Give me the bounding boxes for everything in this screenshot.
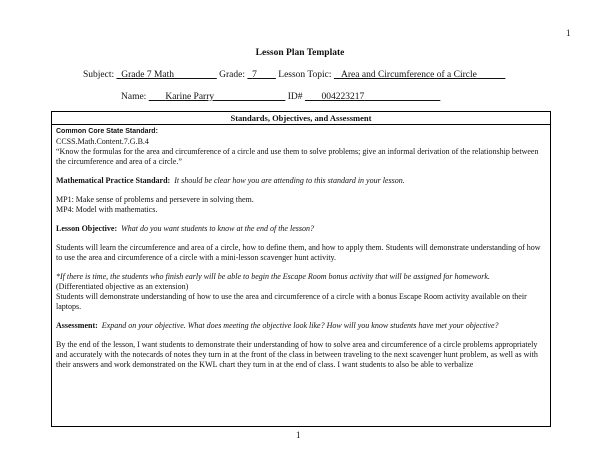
table-content <box>52 125 550 372</box>
table-header: Standards, Objectives, and Assessment <box>52 112 550 125</box>
name-label: Name: <box>121 92 147 102</box>
ccss-code: CCSS.Math.Content.7.G.B.4 <box>56 137 149 146</box>
subject-label: Subject: <box>83 70 115 80</box>
mps-hint: It should be clear how you are attending to this standard in your lesson. <box>174 176 405 185</box>
grade-value: 7 <box>252 70 257 80</box>
teacher-info-line <box>121 92 440 102</box>
topic-value: Area and Circumference of a Circle <box>341 70 477 80</box>
ccss-quote: “Know the formulas for the area and circumference of a circle and use them to solve problems; give an informal derivation of the relationship between the circumference and area of a circle.” <box>56 147 539 166</box>
objective-heading <box>56 224 546 234</box>
subject-value: Grade 7 Math <box>121 70 175 80</box>
assessment-label: Assessment: <box>56 321 98 330</box>
id-label: ID# <box>287 92 303 102</box>
id-value: 004223217 <box>321 92 365 102</box>
extension-note: *If there is time, the students who finish early will be able to begin the Escape Room bonus activity that will be assigned for homework. <box>56 272 490 281</box>
assessment-text: By the end of the lesson, I want students to demonstrate their understanding of how to solve area and circumference of a circle problems appropriately and accurately with the notecards of notes they turn in at the front of the class in between traveling to the next scavenger hunt problem, as well as with their answers and work demonstrated on the KWL chart they turn in at the end of class. I want students to also be able to verbalize <box>56 340 538 369</box>
objective-text: Students will learn the circumference and area of a circle, how to define them, and how to apply them. Students will demonstrate understanding of how to use the area and circumference of a circle with a mini-lesson scavenger hunt activity. <box>56 243 541 262</box>
assessment-heading <box>56 321 546 331</box>
assessment-hint: Expand on your objective. What does meeting the objective look like? How will you know students have met your objective? <box>101 321 499 330</box>
mp4-text: MP4: Model with mathematics. <box>56 205 158 214</box>
page-number-top: 1 <box>566 28 571 38</box>
lesson-info-line <box>83 70 505 80</box>
mps-heading <box>56 176 546 186</box>
objective-hint: What do you want students to know at the end of the lesson? <box>121 224 314 233</box>
mps-label: Mathematical Practice Standard: <box>56 176 171 185</box>
differentiated-label: (Differentiated objective as an extension) <box>56 282 189 291</box>
topic-label: Lesson Topic: <box>278 70 332 80</box>
grade-label: Grade: <box>219 70 246 80</box>
objective-label: Lesson Objective: <box>56 224 118 233</box>
document-title: Lesson Plan Template <box>255 48 345 58</box>
name-value: Karine Parry <box>165 92 215 102</box>
differentiated-text: Students will demonstrate understanding of how to use the area and circumference of a circle with a bonus Escape Room activity available on their laptops. <box>56 292 527 311</box>
page-number-bottom: 1 <box>296 430 301 440</box>
standards-table <box>51 111 551 427</box>
ccss-label: Common Core State Standard: <box>56 128 158 135</box>
mp1-text: MP1: Make sense of problems and persevere in solving them. <box>56 195 254 204</box>
